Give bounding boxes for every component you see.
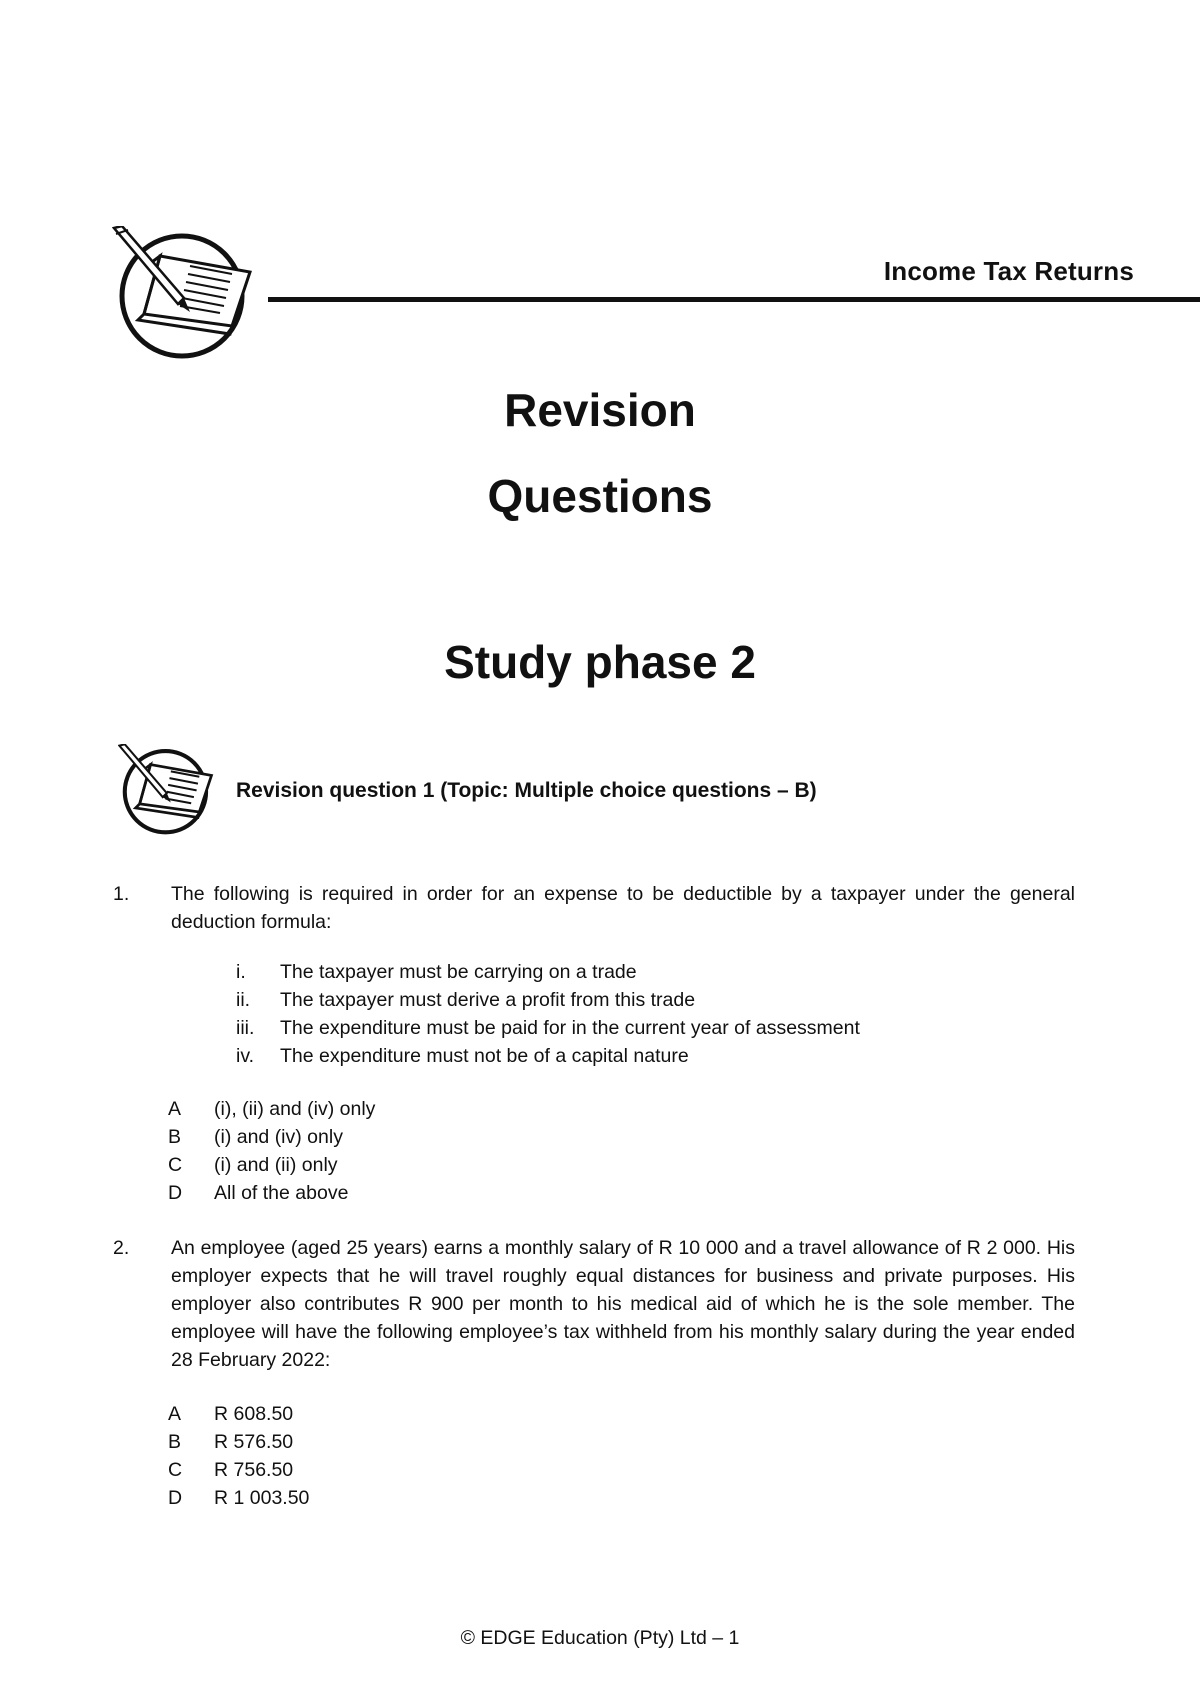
- option-text: R 608.50: [214, 1403, 294, 1425]
- question-stem: An employee (aged 25 years) earns a monthly salary of R 10 000 and a travel allowance of R 2 000. His employer expects that he will travel roughly equal distances for business and private purposes. His employer also contributes R 900 per month to his medical aid of which he is the sole member. The employee will have the following employee’s tax withheld from his monthly salary during the year ended 28 February 2022:: [171, 1237, 1075, 1371]
- option-letter: C: [168, 1459, 183, 1481]
- option-letter: A: [168, 1098, 182, 1120]
- page-title-line-2: Questions: [487, 470, 713, 522]
- option-letter: A: [168, 1403, 182, 1425]
- option-letter: B: [168, 1126, 182, 1148]
- document-section-title: Income Tax Returns: [883, 256, 1134, 286]
- question-number: 2.: [113, 1237, 130, 1259]
- statement-number: iv.: [236, 1045, 255, 1067]
- statement-number: iii.: [236, 1017, 255, 1039]
- book-and-pen-icon: [112, 226, 267, 361]
- statement-number: i.: [236, 961, 246, 983]
- statement-text: The expenditure must not be of a capital nature: [280, 1045, 689, 1067]
- statement-text: The taxpayer must be carrying on a trade: [280, 961, 637, 983]
- option-text: All of the above: [214, 1182, 349, 1204]
- statement-text: The expenditure must be paid for in the current year of assessment: [280, 1017, 860, 1039]
- option-letter: D: [168, 1182, 183, 1204]
- option-letter: D: [168, 1487, 183, 1509]
- question-heading: Revision question 1 (Topic: Multiple choice questions – B): [236, 779, 817, 802]
- question-stem: The following is required in order for an expense to be deductible by a taxpayer under the general deduction formula:: [171, 883, 1075, 933]
- option-letter: C: [168, 1154, 183, 1176]
- option-text: (i), (ii) and (iv) only: [214, 1098, 376, 1120]
- option-text: (i) and (ii) only: [214, 1154, 338, 1176]
- page-title-line-1: Revision: [504, 384, 696, 436]
- option-text: (i) and (iv) only: [214, 1126, 343, 1148]
- page-footer: © EDGE Education (Pty) Ltd – 1: [460, 1627, 740, 1649]
- statement-text: The taxpayer must derive a profit from this trade: [280, 989, 696, 1011]
- option-letter: B: [168, 1431, 182, 1453]
- option-text: R 576.50: [214, 1431, 294, 1453]
- question-number: 1.: [113, 883, 130, 905]
- option-text: R 1 003.50: [214, 1487, 310, 1509]
- study-phase-title: Study phase 2: [444, 636, 756, 688]
- statement-number: ii.: [236, 989, 251, 1011]
- option-text: R 756.50: [214, 1459, 294, 1481]
- header-rule: [268, 297, 1200, 302]
- book-and-pen-icon: [118, 744, 223, 836]
